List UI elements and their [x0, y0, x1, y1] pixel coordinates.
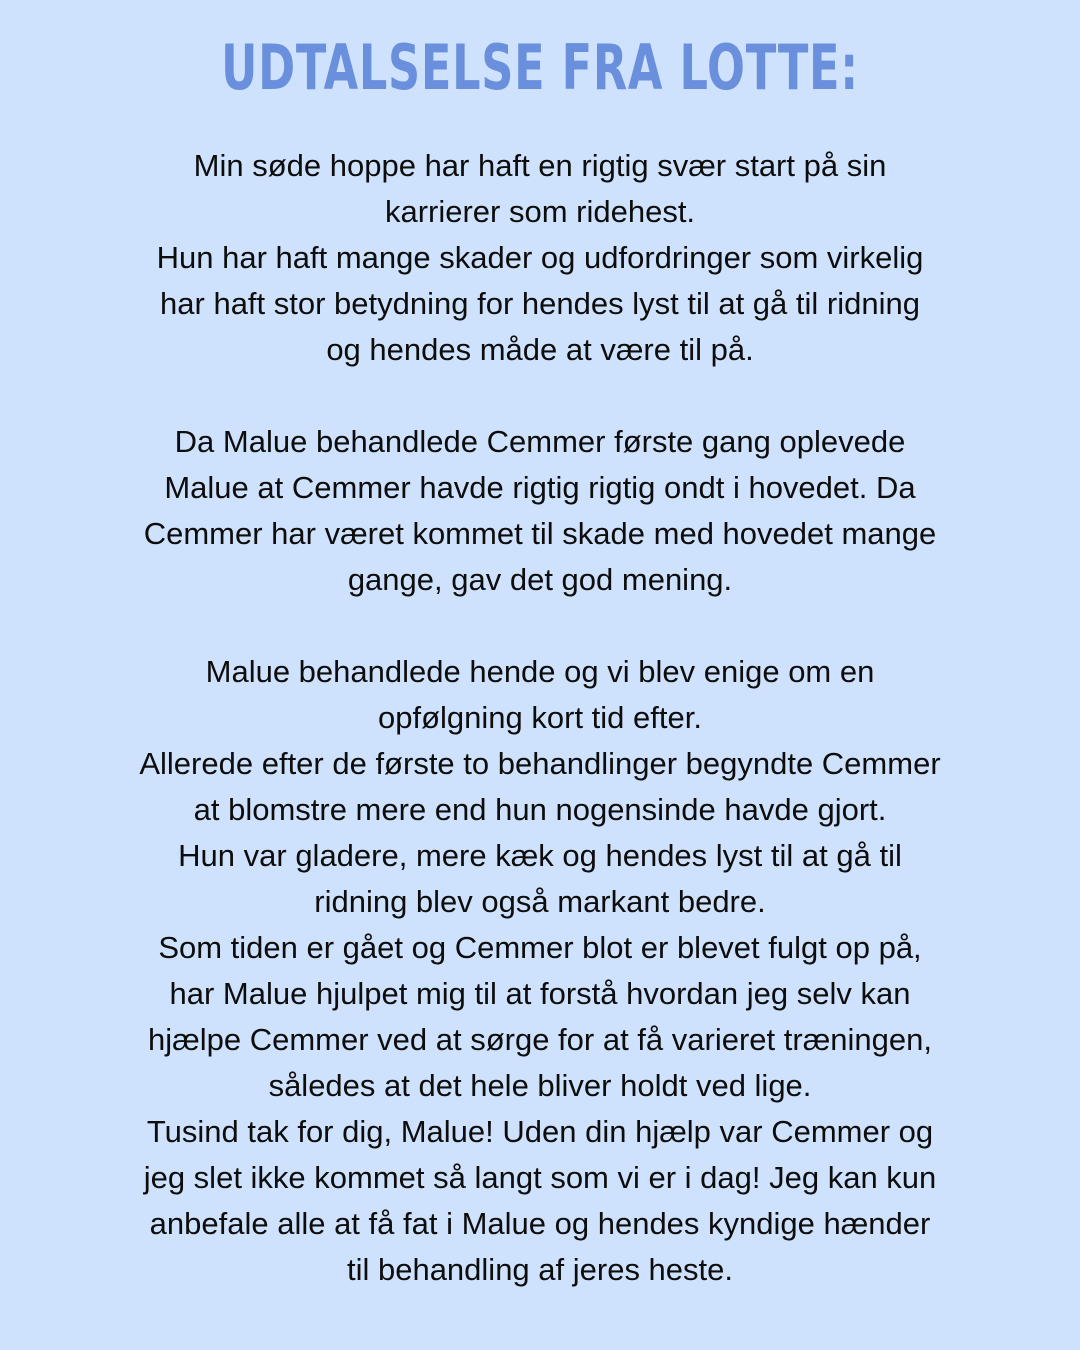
text-line: jeg slet ikke kommet så langt som vi er i dag! Jeg kan kun — [143, 1160, 937, 1195]
text-line: Min søde hoppe har haft en rigtig svær start på sin — [193, 148, 887, 183]
text-line: gange, gav det god mening. — [347, 562, 733, 597]
testimonial-text — [0, 143, 1080, 1293]
text-line: Da Malue behandlede Cemmer første gang oplevede — [174, 424, 906, 459]
page-title: UDTALSELSE FRA LOTTE: — [221, 31, 859, 104]
text-line: opfølgning kort tid efter. — [378, 700, 702, 735]
text-line: ridning blev også markant bedre. — [314, 884, 766, 919]
text-line: har haft stor betydning for hendes lyst til at gå til ridning — [160, 286, 920, 321]
text-line: Allerede efter de første to behandlinger begyndte Cemmer — [139, 746, 941, 781]
paragraph-1 — [0, 143, 1080, 373]
text-line: har Malue hjulpet mig til at forstå hvordan jeg selv kan — [169, 976, 911, 1011]
text-line: karrierer som ridehest. — [384, 194, 696, 229]
text-line: Cemmer har været kommet til skade med hovedet mange — [143, 516, 937, 551]
text-line: Malue at Cemmer havde rigtig rigtig ondt i hovedet. Da — [164, 470, 916, 505]
text-line: hjælpe Cemmer ved at sørge for at få varieret træningen, — [148, 1022, 932, 1057]
text-line: til behandling af jeres heste. — [346, 1252, 734, 1287]
text-line: at blomstre mere end hun nogensinde havde gjort. — [193, 792, 887, 827]
text-line: Hun var gladere, mere kæk og hendes lyst til at gå til — [178, 838, 902, 873]
paragraph-2 — [0, 419, 1080, 603]
text-line: Tusind tak for dig, Malue! Uden din hjælp var Cemmer og — [146, 1114, 934, 1149]
text-line: Som tiden er gået og Cemmer blot er blevet fulgt op på, — [158, 930, 922, 965]
text-line: og hendes måde at være til på. — [326, 332, 754, 367]
paragraph-3 — [0, 649, 1080, 1293]
text-line: Hun har haft mange skader og udfordringer som virkelig — [156, 240, 924, 275]
text-line: anbefale alle at få fat i Malue og hendes kyndige hænder — [149, 1206, 931, 1241]
text-line: Malue behandlede hende og vi blev enige om en — [205, 654, 875, 689]
paragraph-spacer — [0, 373, 1080, 419]
text-line: således at det hele bliver holdt ved lige. — [268, 1068, 812, 1103]
paragraph-spacer — [0, 603, 1080, 649]
